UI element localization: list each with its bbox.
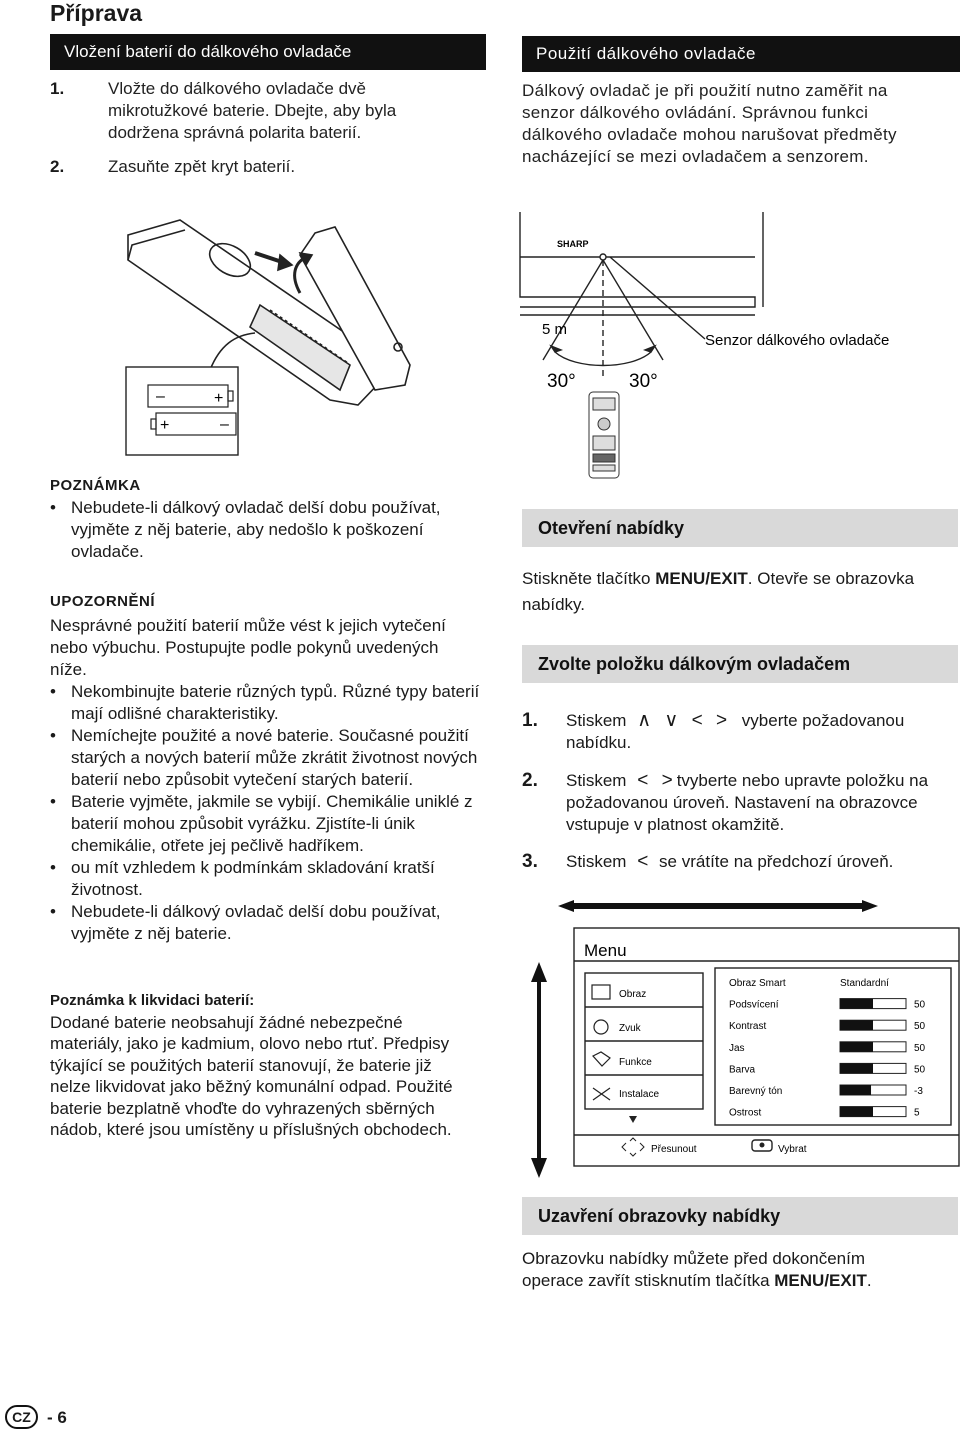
angle-right-label: 30° xyxy=(629,371,658,392)
battery-step xyxy=(50,156,486,178)
bullet: • xyxy=(50,498,56,517)
remote-use-header: Použití dálkového ovladače xyxy=(522,36,960,72)
step-post: tvyberte nebo upravte položku na požadovanou úroveň. Nastavení na obrazovce vstupuje v platnost okamžitě. xyxy=(566,771,929,834)
sidebar-item-instalace[interactable]: Instalace xyxy=(619,1089,660,1100)
menu-row-label[interactable]: Obraz Smart xyxy=(729,978,786,989)
sensor-label: Senzor dálkového ovladače xyxy=(705,332,890,349)
close-menu-text xyxy=(522,1248,917,1291)
open-menu-text xyxy=(522,566,958,618)
bullet: • xyxy=(50,858,56,877)
note-block xyxy=(50,477,480,563)
step-number: 2. xyxy=(50,157,65,176)
battery-step xyxy=(50,78,486,148)
menu-screen-diagram xyxy=(522,890,960,1180)
menu-row-value: 5 xyxy=(914,1107,920,1119)
distance-label: 5 m xyxy=(542,321,568,338)
warning-item-text: Nebudete-li dálkový ovladač delší dobu používat, vyjměte z něj baterie. xyxy=(71,902,441,943)
tv-brand-logo: SHARP xyxy=(557,239,589,249)
select-item-header: Zvolte položku dálkovým ovladačem xyxy=(522,645,958,683)
menu-row-value: 50 xyxy=(914,1042,926,1054)
warning-item xyxy=(50,901,480,945)
level-bar-fill xyxy=(840,1042,873,1052)
step-post: vyberte požadovanou nabídku. xyxy=(566,711,905,752)
remote-control-icon xyxy=(589,392,619,478)
battery-section-header: Vložení baterií do dálkového ovladače xyxy=(50,34,486,70)
open-menu-text-pre: Stiskněte tlačítko xyxy=(522,569,656,588)
bullet: • xyxy=(50,726,56,745)
select-step xyxy=(522,851,952,873)
close-menu-header: Uzavření obrazovky nabídky xyxy=(522,1197,958,1235)
level-bar-fill xyxy=(840,999,873,1009)
footer-select-label: Vybrat xyxy=(778,1144,807,1155)
note-title: POZNÁMKA xyxy=(50,477,141,494)
step-pre: Stiskem xyxy=(566,771,627,790)
note-item-text: Nebudete-li dálkový ovladač delší dobu používat, vyjměte z něj baterie, aby nedošlo k poškození ovladače. xyxy=(71,498,441,561)
nav-arrows-symbols: < > xyxy=(637,770,677,791)
nav-arrows-symbols: ∧ ∨ < > xyxy=(637,710,732,731)
note-item xyxy=(50,497,480,563)
battery-minus-sign: – xyxy=(220,416,229,433)
step-number: 1. xyxy=(50,79,65,98)
select-step xyxy=(522,710,952,758)
select-icon xyxy=(760,1143,765,1148)
step-number: 1. xyxy=(522,710,538,731)
level-bar-fill xyxy=(840,1063,873,1073)
select-step xyxy=(522,770,952,840)
menu-title: Menu xyxy=(584,941,627,960)
disposal-block xyxy=(50,990,470,1141)
remote-use-text: Dálkový ovladač je při použití nutno zaměřit na senzor dálkového ovládání. Správnou funkci dálkového ovladače mohou narušovat předměty nacházející se mezi ovladačem a senzorem. xyxy=(522,81,897,166)
menu-row-value: 50 xyxy=(914,999,926,1011)
menu-row-label[interactable]: Barva xyxy=(729,1064,756,1076)
menu-exit-key: MENU/EXIT xyxy=(655,569,748,588)
level-bar-fill xyxy=(840,1085,871,1095)
disposal-text: Dodané baterie neobsahují žádné nebezpečné materiály, jako je kadmium, olovo nebo rtuť. Předpisy týkající se použitých baterií stanovují, že baterie již nelze likvidovat jako běžný komunální odpad. Použité baterie bezplatně vhoďte do vyhrazených sběrných nádob, které jsou umístěny u příslušných obchodech. xyxy=(50,1012,453,1139)
footer-move-label: Přesunout xyxy=(651,1144,697,1155)
bullet: • xyxy=(50,902,56,921)
open-menu-text-last: nabídky. xyxy=(522,595,586,614)
sidebar-item-obraz[interactable]: Obraz xyxy=(619,989,647,1000)
page-title: Příprava xyxy=(50,0,143,26)
level-bar-fill xyxy=(840,1107,873,1117)
warning-item xyxy=(50,791,480,857)
menu-exit-key: MENU/EXIT xyxy=(774,1270,867,1290)
warning-block xyxy=(50,591,480,945)
close-menu-text-pre: Obrazovku nabídky můžete před dokončením operace zavřít stisknutím tlačítka xyxy=(522,1249,866,1290)
step-post: se vrátíte na předchozí úroveň. xyxy=(659,852,894,871)
horizontal-arrow-icon xyxy=(558,900,878,912)
step-pre: Stiskem xyxy=(566,711,627,730)
nav-arrows-symbols: < xyxy=(637,851,649,872)
step-number: 3. xyxy=(522,851,538,872)
menu-row-value: 50 xyxy=(914,1021,926,1033)
language-badge: CZ xyxy=(5,1405,38,1429)
close-menu-text-post: . xyxy=(866,1270,872,1290)
menu-row-label[interactable]: Podsvícení xyxy=(729,999,779,1011)
page-number: - 6 xyxy=(47,1408,67,1427)
menu-row-label[interactable]: Ostrost xyxy=(729,1107,762,1119)
level-bar-fill xyxy=(840,1020,873,1030)
bullet: • xyxy=(50,792,56,811)
select-item-steps xyxy=(522,710,952,873)
angle-left-label: 30° xyxy=(547,371,576,392)
warning-item-text: Baterie vyjměte, jakmile se vybijí. Chemikálie uniklé z baterií mohou způsobit vyrážku. Zjistíte-li únik chemikálie, otřete jej pečlivě hadříkem. xyxy=(71,792,473,855)
menu-row-value: 50 xyxy=(914,1064,926,1076)
disposal-title: Poznámka k likvidaci baterií: xyxy=(50,992,255,1009)
menu-row-label[interactable]: Jas xyxy=(729,1042,745,1054)
step-number: 2. xyxy=(522,770,538,791)
step-text: Zasuňte zpět kryt baterií. xyxy=(108,157,296,176)
warning-item-text: Nekombinujte baterie různých typů. Různé typy baterií mají odlišné charakteristiky. xyxy=(71,682,480,723)
warning-item xyxy=(50,857,480,901)
battery-plus-sign: + xyxy=(214,390,224,407)
warning-item xyxy=(50,725,480,791)
menu-row-value: -3 xyxy=(914,1086,923,1097)
step-text: Vložte do dálkového ovladače dvě mikrotužkové baterie. Dbejte, aby byla dodržena správná polarita baterií. xyxy=(108,79,397,142)
menu-row-label[interactable]: Barevný tón xyxy=(729,1086,783,1097)
menu-row-value: Standardní xyxy=(840,978,889,989)
remote-range-illustration xyxy=(515,212,960,482)
step-pre: Stiskem xyxy=(566,852,627,871)
battery-insertion-illustration xyxy=(120,215,420,460)
open-menu-header: Otevření nabídky xyxy=(522,509,958,547)
warning-item-text: Nemíchejte použité a nové baterie. Současné použití starých a nových baterií může zkrátit životnost nových baterií nebo způsobit vytečení starých baterií. xyxy=(71,726,478,789)
menu-row-label[interactable]: Kontrast xyxy=(729,1021,767,1033)
warning-intro: Nesprávné použití baterií může vést k jejich vytečení nebo výbuchu. Postupujte podle pokynů uvedených níže. xyxy=(50,616,446,679)
sidebar-item-zvuk[interactable]: Zvuk xyxy=(619,1023,641,1034)
warning-item xyxy=(50,681,480,725)
sidebar-item-funkce[interactable]: Funkce xyxy=(619,1057,652,1068)
bullet: • xyxy=(50,682,56,701)
warning-title: UPOZORNĚNÍ xyxy=(50,593,156,610)
battery-plus-sign: + xyxy=(160,417,170,434)
warning-item-text: ou mít vzhledem k podmínkám skladování kratší životnost. xyxy=(71,858,435,899)
open-menu-text-post: . Otevře se obrazovka xyxy=(747,569,915,588)
battery-minus-sign: – xyxy=(156,388,165,405)
battery-steps xyxy=(50,78,486,178)
vertical-arrow-icon xyxy=(531,962,547,1178)
